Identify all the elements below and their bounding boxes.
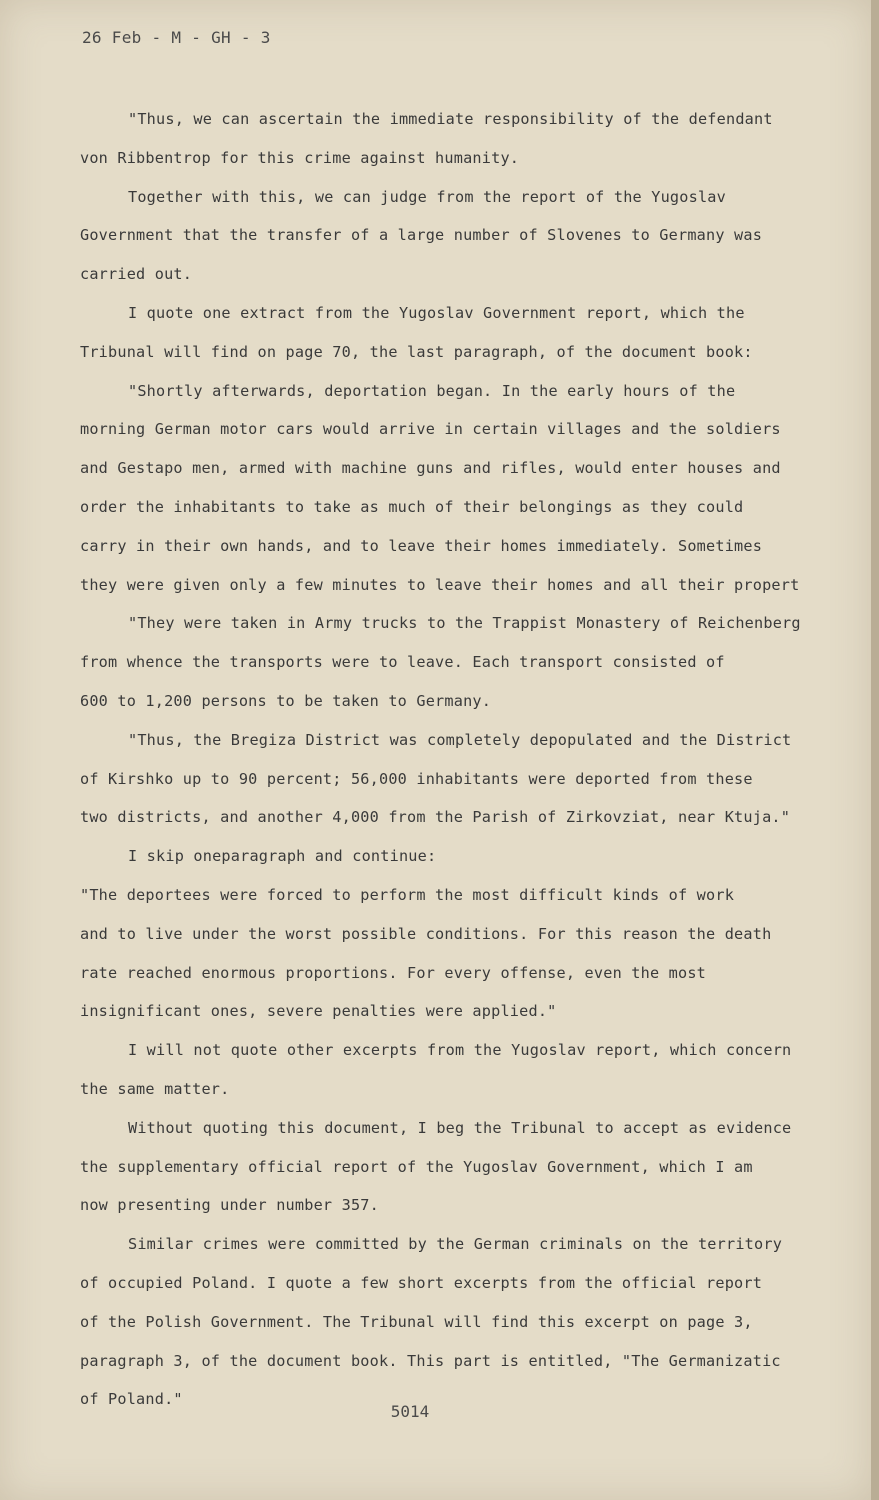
text-line: two districts, and another 4,000 from the Parish of Zirkovziat, near Ktuja." [80,808,791,827]
document-body [80,100,840,1419]
text-line: Together with this, we can judge from the report of the Yugoslav [128,187,726,206]
text-line: and Gestapo men, armed with machine guns and rifles, would enter houses and [80,459,781,478]
text-line: now presenting under number 357. [80,1196,379,1215]
text-line: Government that the transfer of a large number of Slovenes to Germany was [80,226,763,245]
text-line: "Shortly afterwards, deportation began. In the early hours of the [128,381,736,400]
text-line: von Ribbentrop for this crime against humanity. [80,148,520,167]
text-line: of Poland." [80,1390,183,1409]
page-header: 26 Feb - M - GH - 3 [82,28,271,47]
text-line: from whence the transports were to leave. Each transport consisted of [80,653,725,672]
text-line: of the Polish Government. The Tribunal will find this excerpt on page 3, [80,1312,753,1331]
text-line: "Thus, the Bregiza District was completely depopulated and the District [128,730,792,749]
text-line: 600 to 1,200 persons to be taken to Germany. [80,691,492,710]
text-line: the same matter. [80,1079,230,1098]
text-line: of occupied Poland. I quote a few short excerpts from the official report [80,1273,763,1292]
text-line: Similar crimes were committed by the German criminals on the territory [128,1235,783,1254]
paper-edge [871,0,879,1500]
text-line: they were given only a few minutes to leave their homes and all their propert [80,575,800,594]
text-line: insignificant ones, severe penalties were applied." [80,1002,557,1021]
text-line: of Kirshko up to 90 percent; 56,000 inhabitants were deported from these [80,769,753,788]
text-line: Without quoting this document, I beg the Tribunal to accept as evidence [128,1118,792,1137]
text-line: I will not quote other excerpts from the Yugoslav report, which concern [128,1041,792,1060]
text-line: "They were taken in Army trucks to the Trappist Monastery of Reichenberg [128,614,801,633]
text-line: rate reached enormous proportions. For every offense, even the most [80,963,707,982]
text-line: I skip oneparagraph and continue: [128,847,437,866]
text-line: "Thus, we can ascertain the immediate responsibility of the defendant [128,110,773,128]
text-line: carry in their own hands, and to leave their homes immediately. Sometimes [80,536,763,555]
text-line: and to live under the worst possible conditions. For this reason the death [80,924,772,943]
text-line: "The deportees were forced to perform the most difficult kinds of work [80,885,735,904]
text-line: morning German motor cars would arrive in certain villages and the soldiers [80,420,781,439]
text-line: paragraph 3, of the document book. This part is entitled, "The Germanizatic [80,1351,781,1370]
text-line: order the inhabitants to take as much of their belongings as they could [80,497,744,516]
text-line: carried out. [80,265,193,284]
text-line: Tribunal will find on page 70, the last paragraph, of the document book: [80,342,753,361]
text-line: the supplementary official report of the Yugoslav Government, which I am [80,1157,753,1176]
text-line: I quote one extract from the Yugoslav Government report, which the [128,303,745,322]
page-number: 5014 [390,1402,430,1421]
